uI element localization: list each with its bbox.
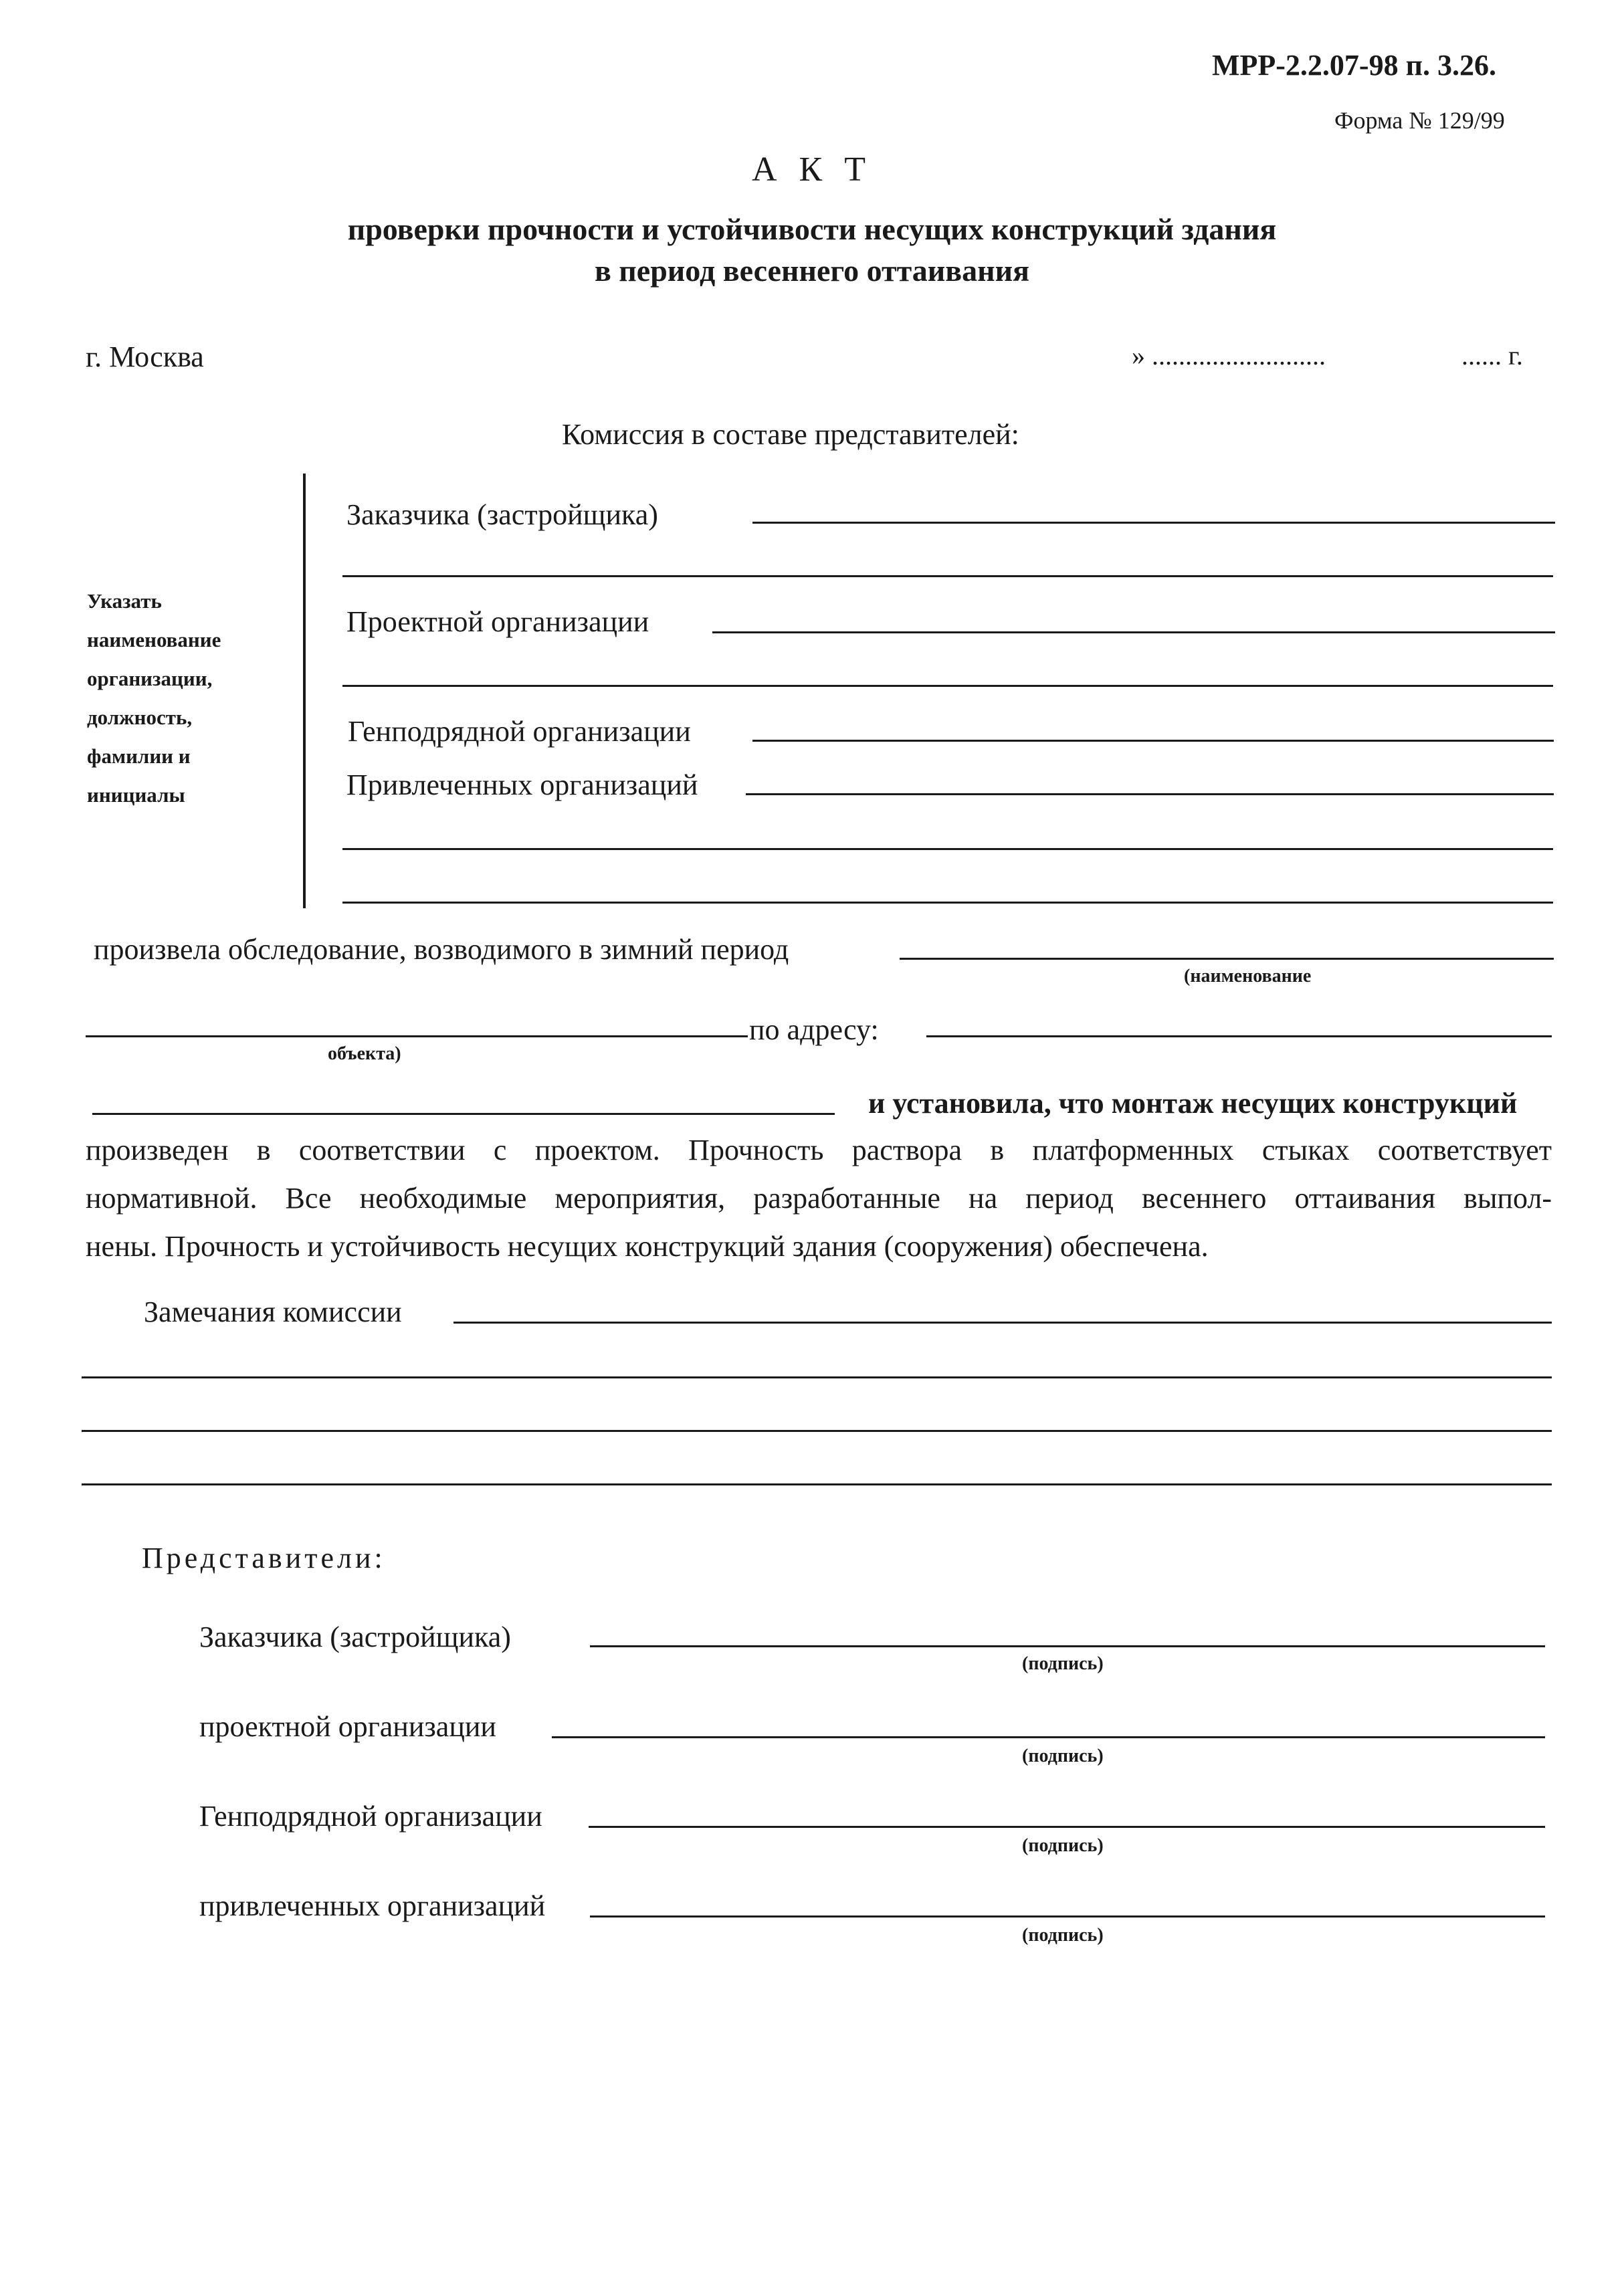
body-line3: нормативной. Все необходимые мероприятия, разработанные на период весеннего оттаивания выпол- [86, 1182, 1552, 1215]
city-label: г. Москва [86, 340, 204, 373]
survey-text: произвела обследование, возводимого в зимний период [94, 933, 789, 966]
date-year-field[interactable]: ...... г. [1461, 340, 1523, 371]
rep-customer-signature-line[interactable] [590, 1645, 1545, 1647]
rep-design-org-label: проектной организации [199, 1710, 496, 1743]
body-line2: произведен в соответствии с проектом. Прочность раствора в платформенных стыках соответствует [86, 1134, 1552, 1166]
date-day-field[interactable]: » .......................... [1132, 340, 1326, 371]
commission-design-org-label: Проектной организации [346, 605, 649, 638]
commission-customer-line[interactable] [752, 522, 1555, 524]
remarks-line-3[interactable] [82, 1430, 1552, 1432]
rep-involved-orgs-label: привлеченных организаций [199, 1889, 546, 1922]
representatives-heading: Представители: [142, 1542, 386, 1574]
rep-design-org-signature-line[interactable] [552, 1736, 1545, 1738]
rep-customer-label: Заказчика (застройщика) [199, 1621, 511, 1653]
commission-involved-orgs-line[interactable] [746, 793, 1554, 795]
remarks-line-2[interactable] [82, 1376, 1552, 1378]
rep-general-contractor-label: Генподрядной организации [199, 1800, 542, 1833]
address-label: по адресу: [749, 1013, 879, 1046]
document-subtitle-line2: в период весеннего оттаивания [594, 253, 1030, 288]
commission-general-contractor-line[interactable] [752, 740, 1554, 742]
commission-heading: Комиссия в составе представителей: [562, 418, 1019, 451]
commission-design-org-line-2[interactable] [342, 685, 1553, 687]
document-subtitle-line1: проверки прочности и устойчивости несущих конструкций здания [347, 212, 1277, 246]
commission-customer-line-2[interactable] [342, 575, 1553, 577]
rep-customer-signature-caption: (подпись) [1022, 1653, 1104, 1674]
address-line-2[interactable] [92, 1113, 835, 1115]
document-title: А К Т [752, 150, 872, 189]
form-number: Форма № 129/99 [1334, 107, 1505, 134]
remarks-label: Замечания комиссии [144, 1295, 402, 1328]
commission-involved-orgs-line-2[interactable] [342, 848, 1553, 850]
address-line[interactable] [926, 1035, 1552, 1037]
commission-bracket [303, 474, 306, 908]
object-caption: объекта) [328, 1043, 401, 1064]
body-line1-tail: и установила, что монтаж несущих конструкций [868, 1087, 1518, 1120]
object-name-caption: (наименование [1184, 966, 1312, 987]
remarks-line-4[interactable] [82, 1483, 1552, 1485]
commission-customer-label: Заказчика (застройщика) [346, 498, 658, 531]
commission-side-note: Указать наименование организации, должность, фамилии и инициалы [87, 589, 221, 807]
object-name-line[interactable] [900, 958, 1554, 960]
body-line4: нены. Прочность и устойчивость несущих конструкций здания (сооружения) обеспечена. [86, 1230, 1209, 1263]
document-reference: МРР-2.2.07-98 п. 3.26. [1212, 49, 1496, 82]
remarks-line-1[interactable] [453, 1322, 1552, 1324]
rep-general-contractor-signature-line[interactable] [589, 1826, 1545, 1828]
commission-design-org-line[interactable] [712, 631, 1555, 633]
rep-involved-orgs-signature-line[interactable] [590, 1915, 1545, 1917]
commission-involved-orgs-label: Привлеченных организаций [346, 768, 698, 801]
rep-general-contractor-signature-caption: (подпись) [1022, 1835, 1104, 1856]
rep-design-org-signature-caption: (подпись) [1022, 1746, 1104, 1766]
rep-involved-orgs-signature-caption: (подпись) [1022, 1925, 1104, 1946]
object-name-line-2[interactable] [86, 1035, 748, 1037]
commission-general-contractor-label: Генподрядной организации [348, 715, 691, 748]
commission-involved-orgs-line-3[interactable] [342, 902, 1553, 904]
